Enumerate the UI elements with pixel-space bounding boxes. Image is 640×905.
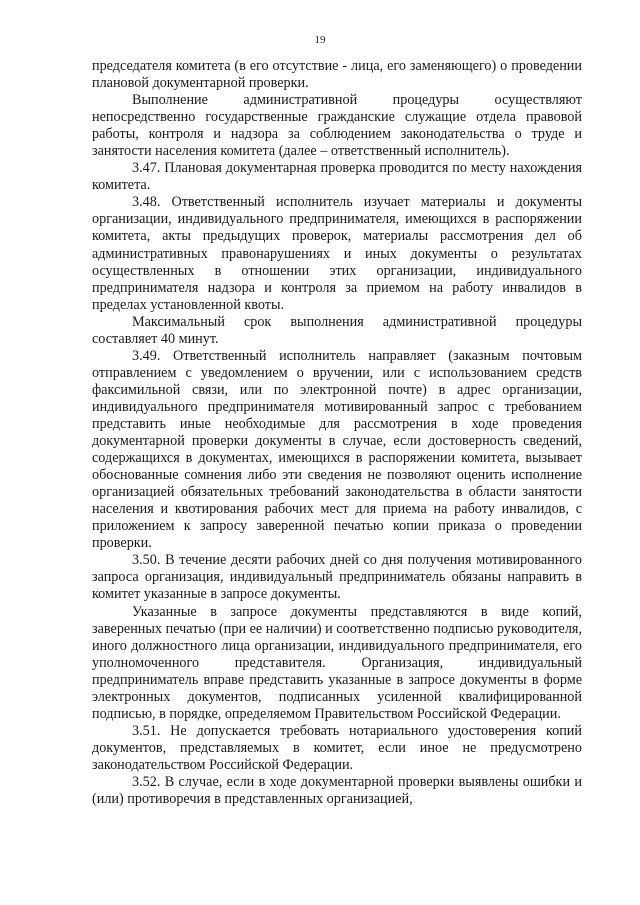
paragraph-3-48: 3.48. Ответственный исполнитель изучает материалы и документы организации, индивидуального предпринимателя, имеющихся в распоряжении комитета, акты предыдущих проверок, материалы рассмотрения дел об административных правонарушениях и иных документы о результатах осуществленных в отношении этих организации, индивидуального предпринимателя надзора и контроля за приемом на работу инвалидов в пределах установленной квоты. (92, 194, 582, 313)
paragraph-3-49: 3.49. Ответственный исполнитель направляет (заказным почтовым отправлением с уведомлением о вручении, или с использованием средств факсимильной связи, или по электронной почте) в адрес организации, индивидуального предпринимателя мотивированный запрос с требованием представить иные необходимые для рассмотрения в ходе проведения документарной проверки документы в случае, если достоверность сведений, содержащихся в документах, имеющихся в распоряжении комитета, вызывает обоснованные сомнения либо эти сведения не позволяют оценить исполнение организацией обязательных требований законодательства в области занятости населения и квотирования рабочих мест для приема на работу инвалидов, с приложением к запросу заверенной печатью копии приказа о проведении проверки. (92, 347, 582, 552)
paragraph-3-52: 3.52. В случае, если в ходе документарной проверки выявлены ошибки и (или) противоречия в представленных организацией, (92, 773, 582, 808)
paragraph-continuation: председателя комитета (в его отсутствие - лица, его заменяющего) о проведении плановой документарной проверки. (92, 58, 582, 92)
paragraph-procedure-executors: Выполнение административной процедуры осуществляют непосредственно государственные гражданские служащие отдела правовой работы, контроля и надзора за соблюдением законодательства о труде и занятости населения комитета (далее – ответственный исполнитель). (92, 92, 582, 160)
document-body (92, 58, 582, 808)
paragraph-document-copies: Указанные в запросе документы представляются в виде копий, заверенных печатью (при ее наличии) и соответственно подписью руководителя, иного должностного лица организации, индивидуального предпринимателя, его уполномоченного представителя. Организация, индивидуальный предприниматель вправе представить указанные в запросе документы в форме электронных документов, подписанных усиленной квалифицированной подписью, в порядке, определяемом Правительством Российской Федерации. (92, 603, 582, 722)
paragraph-3-50: 3.50. В течение десяти рабочих дней со дня получения мотивированного запроса организация, индивидуальный предприниматель обязаны направить в комитет указанные в запросе документы. (92, 552, 582, 603)
paragraph-3-51: 3.51. Не допускается требовать нотариального удостоверения копий документов, представляемых в комитет, если иное не предусмотрено законодательством Российской Федерации. (92, 722, 582, 773)
page-number: 19 (314, 34, 326, 46)
paragraph-max-duration: Максимальный срок выполнения административной процедуры составляет 40 минут. (92, 313, 582, 347)
paragraph-3-47: 3.47. Плановая документарная проверка проводится по месту нахождения комитета. (92, 160, 582, 194)
